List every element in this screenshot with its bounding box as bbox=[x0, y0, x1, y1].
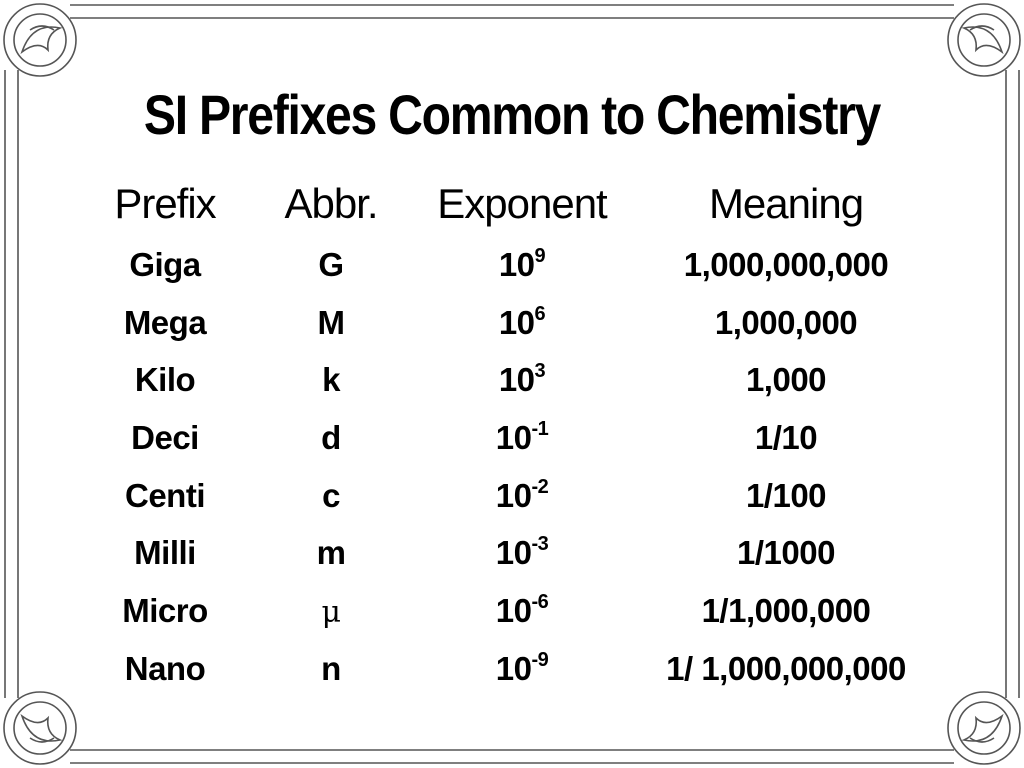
meaning-cell: 1/1000 bbox=[737, 534, 835, 572]
meaning-cell: 1/10 bbox=[754, 418, 818, 456]
corner-ornament-top-right bbox=[948, 4, 1020, 76]
corner-ornament-bottom-left bbox=[4, 692, 76, 764]
abbr-symbol: G bbox=[318, 245, 344, 283]
table-row bbox=[80, 409, 940, 467]
table-row bbox=[80, 467, 940, 525]
abbr-cell bbox=[250, 640, 412, 698]
exponent-power: -9 bbox=[531, 648, 549, 671]
abbr-symbol: M bbox=[317, 303, 345, 341]
abbr-cell bbox=[250, 409, 412, 467]
table-row bbox=[80, 236, 940, 294]
table-row bbox=[80, 582, 940, 640]
exponent-base: 10 bbox=[498, 361, 535, 399]
exponent-power: 9 bbox=[534, 244, 546, 267]
abbr-cell bbox=[250, 236, 412, 294]
corner-ornament-bottom-right bbox=[948, 692, 1020, 764]
abbr-cell bbox=[250, 582, 412, 640]
table-row bbox=[80, 351, 940, 409]
exponent-power: -1 bbox=[531, 417, 549, 440]
exponent-cell bbox=[412, 467, 632, 525]
exponent-cell bbox=[412, 294, 632, 352]
exponent-power: -6 bbox=[531, 590, 549, 613]
abbr-cell bbox=[250, 351, 412, 409]
exponent-base: 10 bbox=[495, 418, 532, 456]
table-header-row bbox=[80, 172, 940, 236]
exponent-cell bbox=[412, 351, 632, 409]
abbr-symbol: k bbox=[322, 361, 340, 399]
meaning-cell: 1/100 bbox=[745, 476, 827, 514]
exponent-base: 10 bbox=[495, 591, 532, 629]
header-exponent: Exponent bbox=[437, 180, 607, 227]
abbr-cell bbox=[250, 467, 412, 525]
meaning-cell: 1,000,000,000 bbox=[683, 245, 889, 283]
exponent-power: 3 bbox=[534, 360, 546, 383]
exponent-power: -2 bbox=[531, 475, 549, 498]
exponent-cell bbox=[412, 409, 632, 467]
prefix-cell: Kilo bbox=[134, 361, 196, 399]
table-body bbox=[80, 236, 940, 698]
prefix-cell: Centi bbox=[125, 476, 205, 514]
exponent-power: 6 bbox=[534, 302, 546, 325]
meaning-cell: 1,000,000 bbox=[714, 303, 858, 341]
prefix-cell: Deci bbox=[131, 418, 199, 456]
exponent-base: 10 bbox=[498, 303, 535, 341]
exponent-cell bbox=[412, 582, 632, 640]
exponent-cell bbox=[412, 524, 632, 582]
meaning-cell: 1,000 bbox=[745, 361, 827, 399]
meaning-cell: 1/1,000,000 bbox=[701, 591, 871, 629]
exponent-cell bbox=[412, 236, 632, 294]
prefix-cell: Micro bbox=[122, 591, 208, 629]
abbr-symbol: d bbox=[321, 418, 341, 456]
header-meaning: Meaning bbox=[708, 180, 864, 227]
prefix-cell: Milli bbox=[134, 534, 196, 572]
exponent-cell bbox=[412, 640, 632, 698]
exponent-base: 10 bbox=[495, 649, 532, 687]
si-prefix-table bbox=[80, 172, 940, 698]
table-row bbox=[80, 524, 940, 582]
table-row bbox=[80, 294, 940, 352]
header-prefix: Prefix bbox=[114, 180, 216, 227]
abbr-symbol: c bbox=[322, 476, 340, 514]
table-row bbox=[80, 640, 940, 698]
abbr-symbol: m bbox=[316, 534, 346, 572]
corner-ornament-top-left bbox=[4, 4, 76, 76]
prefix-cell: Nano bbox=[124, 649, 206, 687]
prefix-cell: Mega bbox=[123, 303, 207, 341]
exponent-base: 10 bbox=[495, 476, 532, 514]
exponent-base: 10 bbox=[495, 534, 532, 572]
header-abbr: Abbr. bbox=[284, 180, 378, 227]
abbr-symbol: μ bbox=[321, 594, 341, 630]
page-title: SI Prefixes Common to Chemistry bbox=[143, 83, 881, 146]
abbr-symbol: n bbox=[321, 649, 341, 687]
abbr-cell bbox=[250, 524, 412, 582]
abbr-cell bbox=[250, 294, 412, 352]
exponent-power: -3 bbox=[531, 533, 549, 556]
meaning-cell: 1/ 1,000,000,000 bbox=[666, 649, 906, 687]
exponent-base: 10 bbox=[498, 245, 535, 283]
prefix-cell: Giga bbox=[129, 245, 201, 283]
